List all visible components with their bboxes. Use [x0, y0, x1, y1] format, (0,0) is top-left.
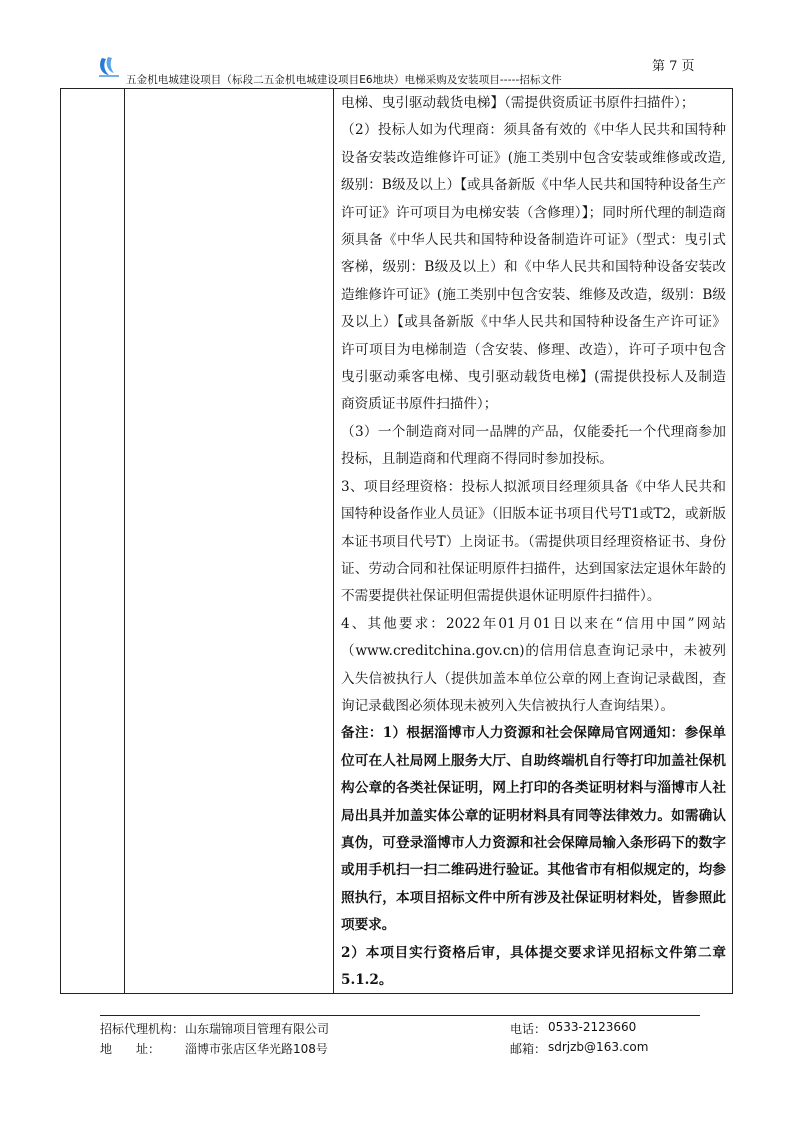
table-column-divider	[333, 88, 334, 994]
page-header	[60, 48, 733, 88]
remark-paragraph: 2）本项目实行资格后审，具体提交要求详见招标文件第二章5.1.2。	[341, 944, 726, 988]
footer-divider	[100, 1015, 700, 1016]
agency-value: 山东瑞锦项目管理有限公司	[185, 1022, 330, 1036]
company-logo-icon	[96, 54, 122, 80]
phone-value: 0533-2123660	[548, 1020, 637, 1034]
address-label: 地 址：	[100, 1042, 161, 1056]
remark-paragraph: 备注：1）根据淄博市人力资源和社会保障局官网通知：参保单位可在人社局网上服务大厅、自助终端机自行等打印加盖社保机构公章的各类社保证明，网上打印的各类证明材料与淄博市人社局出具并加盖实体公章的证明材料具有同等法律效力。如需确认真伪，可登录淄博市人力资源和社会保障局输入条形码下的数字或用手机扫一扫二维码进行验证。其他省市有相似规定的，均参照执行，本项目招标文件中所有涉及社保证明材料处，皆参照此项要求。	[341, 725, 726, 934]
phone-label: 电话：	[510, 1022, 547, 1036]
page-number: 第 7 页	[652, 59, 695, 74]
email-label: 邮箱：	[510, 1042, 547, 1056]
address-value: 淄博市张店区华光路108号	[185, 1042, 328, 1056]
agency-label: 招标代理机构：	[100, 1022, 185, 1036]
paragraph: （3）一个制造商对同一品牌的产品，仅能委托一个代理商参加投标，且制造商和代理商不得同时参加投标。	[341, 423, 726, 468]
paragraph: 3、项目经理资格：投标人拟派项目经理须具备《中华人民共和国特种设备作业人员证》（旧版本证书项目代号T1或T2，或新版本证书项目代号T）上岗证书。（需提供项目经理资格证书、身份证、劳动合同和社保证明原件扫描件，达到国家法定退休年龄的不需要提供社保证明但需提供退休证明原件扫描件）。	[341, 478, 726, 605]
paragraph: 4、其他要求：2022年01月01日以来在“信用中国”网站（www.creditchina.gov.cn)的信用信息查询记录中，未被列入失信被执行人（提供加盖本单位公章的网上查询记录截图，查询记录截图必须体现未被列入失信被执行人查询结果）。	[341, 615, 726, 714]
email-value: sdrjzb@163.com	[548, 1040, 649, 1054]
paragraph: （2）投标人如为代理商：须具备有效的《中华人民共和国特种设备安装改造维修许可证》(施工类别中包含安装或维修或改造,级别：B级及以上）【或具备新版《中华人民共和国特种设备生产许可证》许可项目为电梯安装（含修理）】；同时所代理的制造商须具备《中华人民共和国特种设备制造许可证》（型式：曳引式客梯，级别：B级及以上）和《中华人民共和国特种设备安装改造维修许可证》(施工类别中包含安装、维修及改造，级别：B级及以上）【或具备新版《中华人民共和国特种设备生产许可证》许可项目为电梯制造（含安装、修理、改造），许可子项中包含曳引驱动乘客电梯、曳引驱动载货电梯】(需提供投标人及制造商资质证书原件扫描件）；	[341, 122, 726, 413]
document-header-title: 五金机电城建设项目（标段二五金机电城建设项目E6地块）电梯采购及安装项目-----招标文件	[126, 74, 562, 86]
paragraph: 电梯、曳引驱动载货电梯】（需提供资质证书原件扫描件）；	[341, 95, 695, 111]
table-column-divider	[124, 88, 125, 994]
requirements-cell	[341, 90, 726, 994]
